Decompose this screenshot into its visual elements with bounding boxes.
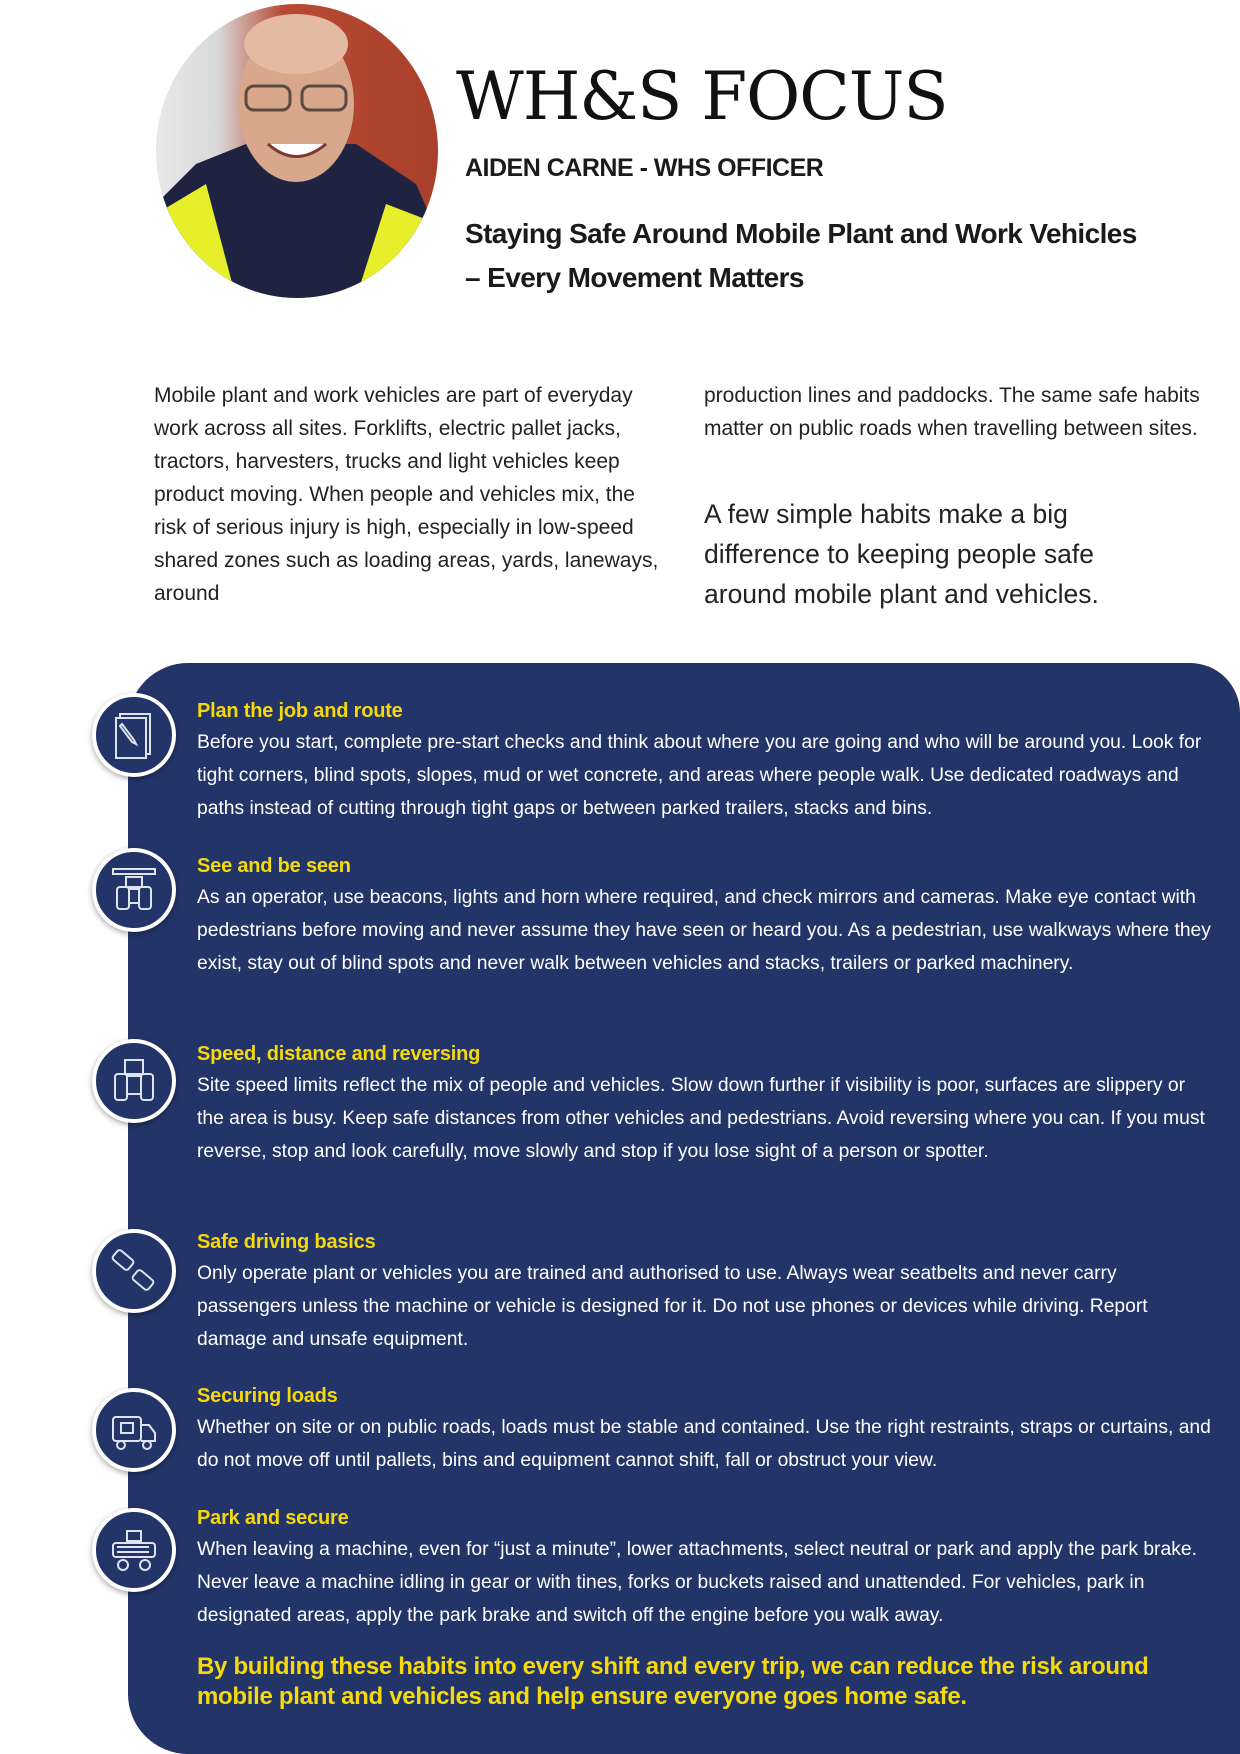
section-body: Whether on site or on public roads, loads must be stable and contained. Use the right restraints, straps or curtains, and do not move off until pallets, bins and equipment cannot shift, fall or obstruct your view. [197, 1417, 1211, 1471]
page-title: WH&S FOCUS [456, 58, 948, 135]
author-photo [156, 4, 438, 298]
delivery-truck-icon [92, 1388, 176, 1472]
section-heading: Park and secure [197, 1507, 349, 1529]
seatbelt-icon [92, 1229, 176, 1313]
article-subtitle-line-2: – Every Movement Matters [465, 262, 804, 293]
tractor-sprayer-icon [92, 848, 176, 932]
intro-paragraph-2: production lines and paddocks. The same safe habits matter on public roads when travelling between sites. [704, 384, 1200, 440]
section-safe-driving [197, 1227, 1217, 1356]
section-heading: Speed, distance and reversing [197, 1043, 481, 1065]
section-speed-distance [197, 1039, 1217, 1168]
section-heading: Securing loads [197, 1385, 338, 1407]
section-body: Only operate plant or vehicles you are trained and authorised to use. Always wear seatbelts and never carry passengers unless the machine or vehicle is designed for it. Do not use phones or devices while driving. Report damage and unsafe equipment. [197, 1263, 1148, 1350]
harvester-icon [92, 1508, 176, 1592]
section-heading: See and be seen [197, 855, 351, 877]
section-see-be-seen [197, 851, 1217, 980]
section-securing-loads [197, 1381, 1217, 1477]
section-body: When leaving a machine, even for “just a minute”, lower attachments, select neutral or park and apply the park brake. Never leave a machine idling in gear or with tines, forks or buckets raised and unattended. For vehicles, park in designated areas, apply the park brake and switch off the engine before you walk away. [197, 1539, 1197, 1626]
document-pencil-icon [92, 693, 176, 777]
section-plan-route [197, 696, 1217, 825]
section-body: As an operator, use beacons, lights and horn where required, and check mirrors and cameras. Make eye contact with pedestrians before moving and never assume they have seen or heard you. As a pedestrian, use walkways where they exist, stay out of blind spots and never walk between vehicles and stacks, trailers or parked machinery. [197, 887, 1211, 974]
section-body: Site speed limits reflect the mix of people and vehicles. Slow down further if visibility is poor, surfaces are slippery or the area is busy. Keep safe distances from other vehicles and pedestrians. Avoid reversing where you can. If you must reverse, stop and look carefully, move slowly and stop if you lose sight of a person or spotter. [197, 1075, 1205, 1162]
section-park-secure [197, 1503, 1217, 1632]
tractor-icon [92, 1039, 176, 1123]
intro-lead: A few simple habits make a big difference to keeping people safe around mobile plant and vehicles. [704, 499, 1099, 609]
closing-statement: By building these habits into every shift and every trip, we can reduce the risk around mobile plant and vehicles and help ensure everyone goes home safe. [197, 1653, 1149, 1710]
author-byline: AIDEN CARNE - WHS OFFICER [465, 154, 824, 182]
section-heading: Safe driving basics [197, 1231, 376, 1253]
article-subtitle-line-1: Staying Safe Around Mobile Plant and Work Vehicles [465, 218, 1137, 249]
section-body: Before you start, complete pre-start checks and think about where you are going and who will be around you. Look for tight corners, blind spots, slopes, mud or wet concrete, and areas where people walk. Use dedicated roadways and paths instead of cutting through tight gaps or between parked trailers, stacks and bins. [197, 732, 1202, 819]
intro-paragraph-1: Mobile plant and work vehicles are part of everyday work across all sites. Forklifts, electric pallet jacks, tractors, harvesters, trucks and light vehicles keep product moving. When people and vehicles mix, the risk of serious injury is high, especially in low-speed shared zones such as loading areas, yards, laneways, around [154, 384, 659, 605]
section-heading: Plan the job and route [197, 700, 403, 722]
